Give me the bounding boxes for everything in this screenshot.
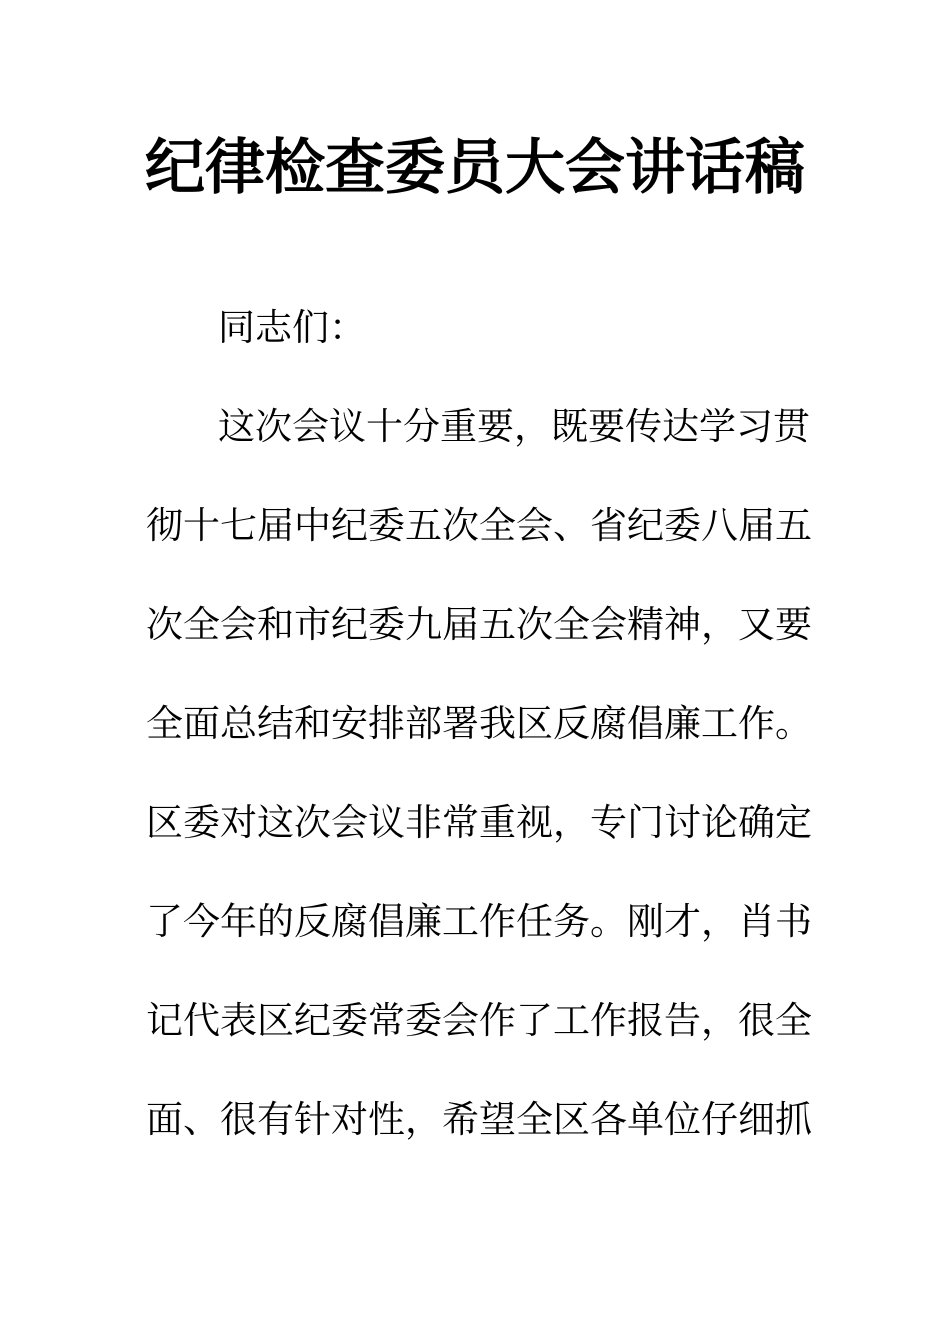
body-line: 面、很有针对性，希望全区各单位仔细抓	[146, 1098, 812, 1141]
body-line: 次全会和市纪委九届五次全会精神，又要	[146, 603, 812, 646]
salutation: 同志们：	[218, 306, 366, 349]
body-line: 了今年的反腐倡廉工作任务。刚才，肖书	[146, 900, 812, 943]
body-line: 全面总结和安排部署我区反腐倡廉工作。	[146, 702, 812, 745]
document-title: 纪律检查委员大会讲话稿	[145, 133, 805, 203]
body-line: 记代表区纪委常委会作了工作报告，很全	[146, 999, 812, 1042]
body-line: 彻十七届中纪委五次全会、省纪委八届五	[146, 504, 812, 547]
body-line: 这次会议十分重要，既要传达学习贯	[218, 405, 810, 448]
body-line: 区委对这次会议非常重视，专门讨论确定	[146, 801, 812, 844]
